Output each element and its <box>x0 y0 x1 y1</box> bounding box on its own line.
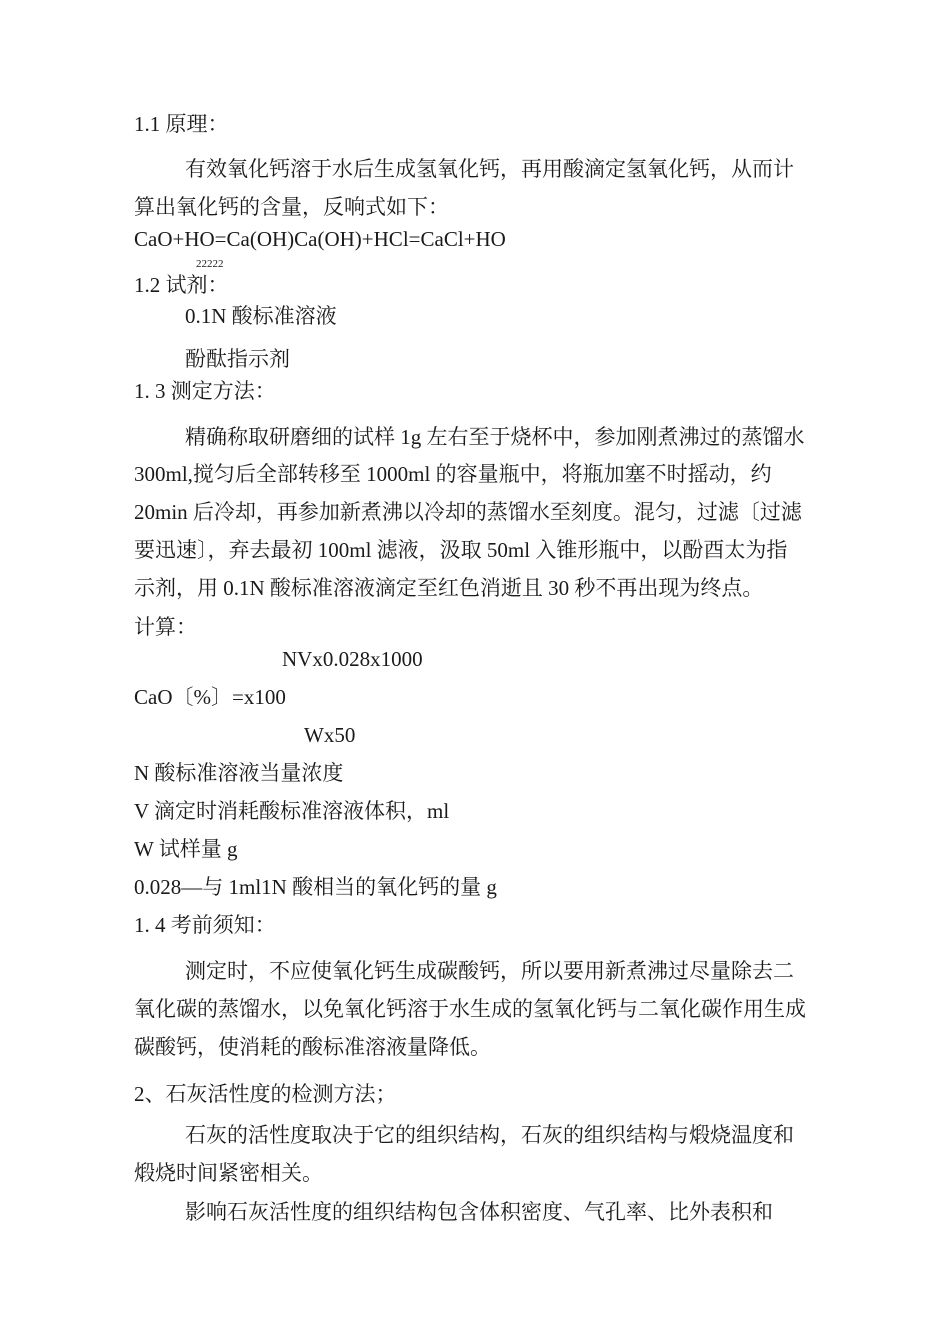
method-line-1: 精确称取研磨细的试样 1g 左右至于烧杯中，参加刚煮沸过的蒸馏水 <box>185 425 805 449</box>
section-1-1-heading: 1.1 原理： <box>134 112 229 136</box>
definition-v: V 滴定时消耗酸标准溶液体积，ml <box>134 799 450 823</box>
formula-lhs: CaO〔%〕=x100 <box>134 685 286 709</box>
method-line-5: 示剂，用 0.1N 酸标准溶液滴定至红色消逝且 30 秒不再出现为终点。 <box>134 576 764 600</box>
section-2-heading: 2、石灰活性度的检测方法； <box>134 1082 397 1106</box>
activity-line-1: 石灰的活性度取决于它的组织结构，石灰的组织结构与煅烧温度和 <box>185 1123 794 1147</box>
reaction-formula: CaO+HO=Ca(OH)Ca(OH)+HCl=CaCl+HO <box>134 227 506 251</box>
notes-line-2: 氧化碳的蒸馏水，以免氧化钙溶于水生成的氢氧化钙与二氧化碳作用生成 <box>134 997 806 1021</box>
method-line-2: 300ml,搅匀后全部转移至 1000ml 的容量瓶中，将瓶加塞不时摇动，约 <box>134 462 772 486</box>
method-line-4: 要迅速〕，弃去最初 100ml 滤液，汲取 50ml 入锥形瓶中，以酚酉太为指 <box>134 538 788 562</box>
method-line-3: 20min 后冷却，再参加新煮沸以冷却的蒸馏水至刻度。混匀，过滤〔过滤 <box>134 500 802 524</box>
section-1-4-heading: 1. 4 考前须知： <box>134 913 276 937</box>
formula-numerator: NVx0.028x1000 <box>282 647 423 671</box>
principle-line-1: 有效氧化钙溶于水后生成氢氧化钙，再用酸滴定氢氧化钙，从而计 <box>185 157 794 181</box>
formula-denominator: Wx50 <box>304 723 356 747</box>
reaction-formula-subscripts: 22222 <box>196 258 224 270</box>
definition-n: N 酸标准溶液当量浓度 <box>134 761 344 785</box>
calculation-label: 计算： <box>134 615 197 639</box>
activity-line-3: 影响石灰活性度的组织结构包含体积密度、气孔率、比外表积和 <box>185 1200 773 1224</box>
section-1-2-heading: 1.2 试剂： <box>134 273 229 297</box>
definition-w: W 试样量 g <box>134 837 238 861</box>
reagent-acid: 0.1N 酸标准溶液 <box>185 304 337 328</box>
activity-line-2: 煅烧时间紧密相关。 <box>134 1161 323 1185</box>
notes-line-1: 测定时，不应使氧化钙生成碳酸钙，所以要用新煮沸过尽量除去二 <box>185 959 794 983</box>
section-1-3-heading: 1. 3 测定方法： <box>134 379 276 403</box>
notes-line-3: 碳酸钙，使消耗的酸标准溶液量降低。 <box>134 1035 491 1059</box>
reagent-indicator: 酚酞指示剂 <box>185 347 290 371</box>
definition-constant: 0.028—与 1ml1N 酸相当的氧化钙的量 g <box>134 875 497 899</box>
principle-line-2: 算出氧化钙的含量，反响式如下： <box>134 195 449 219</box>
